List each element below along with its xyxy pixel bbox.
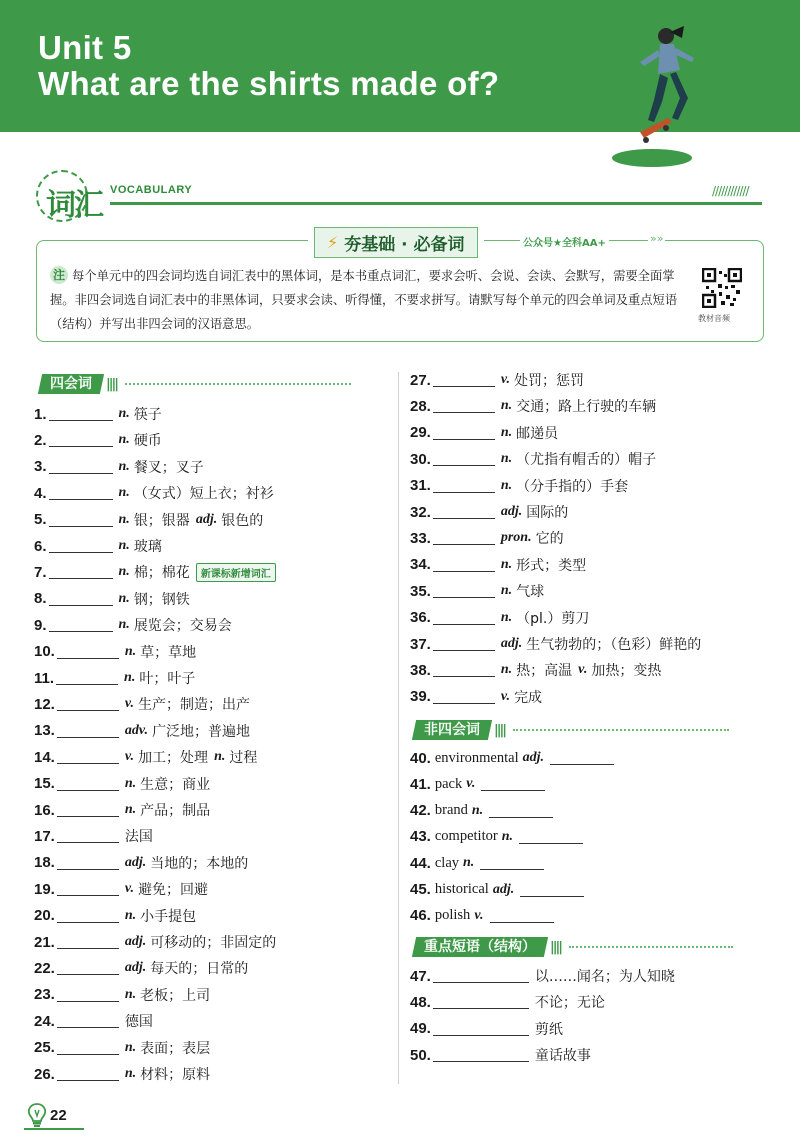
item-number: 49. [410,1020,431,1038]
vocabulary-banner [36,170,766,223]
answer-blank[interactable] [550,751,614,765]
part-of-speech: n. [118,511,130,527]
part-of-speech: n. [500,451,513,467]
stripes-decoration: |||| [106,376,117,392]
chinese-meaning: 完成 [514,689,543,706]
answer-blank[interactable] [433,690,495,704]
chinese-meaning: 交通；路上行驶的车辆 [516,399,657,416]
chinese-meaning: 银色的 [221,512,264,529]
word-row [410,580,544,602]
english-word: historical [434,881,489,897]
word-row [34,825,153,847]
word-row [410,852,550,874]
chinese-meaning: 形式；类型 [516,557,587,574]
word-row [34,535,162,557]
chinese-meaning: 棉；棉花 [133,565,190,582]
unit-number: Unit 5 [38,29,132,66]
english-word: polish [434,907,471,924]
item-number: 10. [34,643,55,661]
item-number: 38. [410,661,431,679]
item-number: 50. [410,1046,431,1064]
answer-blank[interactable] [57,882,119,896]
word-row [410,800,559,822]
part-of-speech: adj. [124,854,147,870]
answer-blank[interactable] [49,460,113,474]
watermark-text: 公众号★全科AA+ [520,234,609,249]
item-number: 25. [34,1039,55,1057]
item-number: 32. [410,503,431,521]
word-row [410,826,589,848]
answer-blank[interactable] [57,750,119,764]
chinese-meaning: 加热；变热 [591,663,662,680]
chinese-meaning: 生产；制造；出产 [138,697,251,714]
word-row [410,369,584,391]
word-row [34,1063,210,1085]
item-number: 27. [410,371,431,389]
word-row [34,1037,210,1059]
answer-blank[interactable] [433,969,529,983]
answer-blank[interactable] [57,961,119,975]
word-row [34,641,196,663]
item-number: 33. [410,529,431,547]
chinese-meaning: （女式）短上衣；衬衫 [133,486,274,503]
answer-blank[interactable] [56,671,118,685]
answer-blank[interactable] [49,539,113,553]
word-row [34,667,195,689]
part-of-speech: n. [118,432,130,448]
item-number: 26. [34,1065,55,1083]
answer-blank[interactable] [49,433,113,447]
part-of-speech: n. [500,424,513,440]
item-number: 48. [410,993,431,1011]
chinese-meaning: 避免；回避 [138,882,209,899]
item-number: 15. [34,775,55,793]
word-row [410,475,628,497]
part-of-speech: n. [118,485,130,501]
answer-blank[interactable] [57,645,119,659]
chinese-meaning: 餐叉；叉子 [133,459,204,476]
chinese-meaning: 它的 [535,531,564,548]
part-of-speech: n. [500,477,513,493]
item-number: 37. [410,635,431,653]
word-row [34,693,250,715]
answer-blank[interactable] [57,803,119,817]
chinese-meaning: 德国 [124,1014,153,1031]
answer-blank[interactable] [519,830,583,844]
part-of-speech: n. [118,458,130,474]
word-row [410,747,620,769]
section-non-four-skill-words [414,720,729,740]
word-row [410,773,551,795]
word-row [34,403,162,425]
english-word: environmental [434,749,519,766]
item-number: 42. [410,802,431,820]
answer-blank[interactable] [481,777,545,791]
chinese-meaning: 以……闻名；为人知晓 [534,969,675,985]
item-number: 23. [34,986,55,1004]
unit-heading: What are the shirts made of? [38,65,500,102]
part-of-speech: n. [118,538,130,553]
chinese-meaning: 处罚；惩罚 [514,373,585,389]
answer-blank[interactable] [433,452,495,466]
part-of-speech: adj. [500,636,523,651]
chinese-meaning: 童话故事 [534,1048,591,1065]
chinese-meaning: 热；高温 [516,663,573,680]
section-four-skill-words [40,374,351,394]
answer-blank[interactable] [433,531,495,545]
word-row [410,686,542,708]
word-row [34,1010,153,1032]
answer-blank[interactable] [49,407,113,421]
part-of-speech: adj. [124,934,147,949]
part-of-speech: n. [118,564,130,580]
chinese-meaning: 不论；无论 [534,995,605,1012]
instruction-text: 每个单元中的四会词均选自词汇表中的黑体词，是本书重点词汇，要求会听、会说、会读、会默写，需要全面掌握。非四会词选自词汇表中的非黑体词，只要求会读、听得懂，不要求拼写。请默写每个单元的四会单词及重点短语（结构）并写出非四会词的汉语意思。 [50,269,678,331]
item-number: 18. [34,854,55,872]
part-of-speech: n. [118,406,130,421]
stripes-decoration: |||| [494,722,505,738]
answer-blank[interactable] [57,1041,119,1055]
item-number: 47. [410,967,431,985]
answer-blank[interactable] [57,856,119,870]
chinese-meaning: 剪纸 [534,1021,563,1038]
section-tab: 重点短语（结构） [412,937,548,957]
chinese-meaning: 生气勃勃的；（色彩）鲜艳的 [526,637,702,653]
part-of-speech: n. [500,609,513,625]
chinese-meaning: 表面；表层 [140,1040,211,1057]
item-number: 12. [34,695,55,713]
answer-blank[interactable] [433,637,495,651]
phrase-row [410,965,675,987]
note-badge: 注 [50,266,68,284]
word-row [34,509,263,531]
part-of-speech: n. [124,986,137,1002]
new-curriculum-tag: 新课标新增词汇 [196,563,276,582]
item-number: 39. [410,688,431,706]
word-row [410,554,586,576]
answer-blank[interactable] [433,479,495,493]
item-number: 43. [410,828,431,846]
word-row [34,746,257,768]
part-of-speech: adj. [195,511,218,527]
word-row [34,561,276,583]
item-number: 11. [34,669,55,687]
chinese-meaning: 玻璃 [133,539,162,555]
word-row [34,588,190,610]
item-number: 28. [410,397,431,415]
chinese-meaning: （pl.）剪刀 [516,610,590,627]
part-of-speech: v. [474,907,484,923]
chinese-meaning: 银；银器 [133,512,190,529]
vocabulary-title-en: VOCABULARY [110,184,193,196]
phrase-row [410,1018,563,1040]
part-of-speech: n. [124,1039,137,1055]
arrows-decoration: »» [650,232,664,245]
word-row [34,878,208,900]
part-of-speech: n. [214,749,226,765]
phrase-row [410,991,605,1013]
part-of-speech: n. [124,907,137,923]
item-number: 7. [34,563,47,581]
answer-blank[interactable] [57,724,119,738]
answer-blank[interactable] [49,513,113,527]
chinese-meaning: 可移动的；非固定的 [150,935,277,951]
part-of-speech: n. [471,802,484,818]
phrase-row [410,1044,591,1066]
part-of-speech: v. [124,881,135,897]
item-number: 4. [34,484,47,502]
english-word: pack [434,775,463,792]
answer-blank[interactable] [433,611,495,625]
item-number: 29. [410,424,431,442]
word-row [410,607,589,629]
chinese-meaning: 老板；上司 [140,987,211,1004]
part-of-speech: n. [124,1066,137,1081]
answer-blank[interactable] [49,565,113,579]
answer-blank[interactable] [57,777,119,791]
part-of-speech: n. [463,855,475,871]
answer-blank[interactable] [49,592,113,606]
word-row [34,773,210,795]
word-row [410,879,590,901]
chinese-meaning: 当地的；本地的 [150,855,249,872]
word-row [34,905,196,927]
item-number: 40. [410,749,431,767]
word-row [34,957,248,979]
chinese-meaning: 每天的；日常的 [150,961,249,978]
part-of-speech: n. [500,662,513,678]
word-row [34,984,210,1006]
unit-title [38,30,499,102]
chinese-meaning: 广泛地；普遍地 [152,723,251,740]
dotted-rule [513,729,729,731]
answer-blank[interactable] [490,909,554,923]
word-row [34,720,250,742]
item-number: 19. [34,880,55,898]
chinese-meaning: 生意；商业 [140,776,211,793]
chinese-meaning: （分手指的）手套 [516,478,629,495]
word-row [410,395,656,417]
section-tab: 四会词 [38,374,104,394]
answer-blank[interactable] [49,618,113,632]
part-of-speech: n. [124,775,137,791]
item-number: 17. [34,827,55,845]
part-of-speech: adj. [522,750,545,765]
skateboarder-illustration [610,22,720,170]
item-number: 30. [410,450,431,468]
chinese-meaning: 钢；钢铁 [133,591,190,608]
word-row [410,448,656,470]
item-number: 45. [410,881,431,898]
word-row [410,501,568,523]
item-number: 34. [410,556,431,574]
answer-blank[interactable] [520,883,584,897]
item-number: 35. [410,582,431,600]
lightbulb-icon [26,1102,48,1128]
item-number: 14. [34,748,55,766]
instruction-tab-label: 夯基础 · 必备词 [344,234,465,255]
item-number: 21. [34,933,55,951]
part-of-speech: v. [500,372,511,387]
answer-blank[interactable] [57,1067,119,1081]
word-row [34,482,274,504]
item-number: 46. [410,907,431,925]
page-number: 22 [50,1106,67,1124]
item-number: 16. [34,801,55,819]
stripes-decoration: |||| [550,939,561,955]
part-of-speech: adj. [124,960,147,976]
chinese-meaning: 筷子 [133,407,162,423]
word-row [34,799,210,821]
qr-code-label: 教材音频 [698,314,730,323]
part-of-speech: n. [118,617,130,633]
answer-blank[interactable] [57,1014,119,1028]
part-of-speech: adj. [492,881,515,897]
word-row [410,905,560,927]
chinese-meaning: 法国 [124,829,153,846]
part-of-speech: adj. [500,504,523,519]
answer-blank[interactable] [433,1048,529,1062]
item-number: 13. [34,722,55,740]
hatch-decoration: //////////// [712,184,749,198]
dotted-rule [125,383,351,385]
english-word: brand [434,802,468,819]
answer-blank[interactable] [433,1022,529,1036]
part-of-speech: v. [466,776,476,792]
chinese-meaning: 气球 [516,584,545,601]
english-word: competitor [434,828,498,845]
answer-blank[interactable] [57,697,119,711]
english-word: clay [434,854,460,871]
dotted-rule [569,946,733,948]
word-row [410,422,558,444]
word-row [410,527,564,549]
chinese-meaning: 邮递员 [516,425,559,442]
part-of-speech: v. [578,662,588,678]
answer-blank[interactable] [57,988,119,1002]
chinese-meaning: 小手提包 [140,908,197,925]
part-of-speech: adv. [124,722,149,738]
answer-blank[interactable] [480,856,544,870]
answer-blank[interactable] [433,995,529,1009]
runner-icon: ⚡ [327,232,339,252]
item-number: 1. [34,405,47,423]
answer-blank[interactable] [433,558,495,572]
item-number: 22. [34,959,55,977]
answer-blank[interactable] [433,505,495,519]
word-row [34,614,232,636]
chinese-meaning: 国际的 [526,505,569,521]
item-number: 24. [34,1012,55,1030]
item-number: 2. [34,431,47,449]
answer-blank[interactable] [433,373,495,387]
item-number: 44. [410,854,431,872]
item-number: 5. [34,511,47,529]
item-number: 31. [410,477,431,495]
part-of-speech: n. [500,583,513,599]
chinese-meaning: 加工；处理 [138,750,209,767]
word-row [410,633,701,655]
answer-blank[interactable] [57,935,119,949]
answer-blank[interactable] [489,804,553,818]
part-of-speech: n. [124,802,137,817]
part-of-speech: n. [501,828,513,844]
answer-blank[interactable] [433,663,495,677]
item-number: 41. [410,775,431,793]
part-of-speech: v. [500,688,511,704]
item-number: 20. [34,907,55,925]
item-number: 9. [34,616,47,634]
page-number-underline [24,1128,84,1130]
section-key-phrases [414,937,733,957]
chinese-meaning: 叶；叶子 [139,671,196,687]
item-number: 8. [34,590,47,608]
page-number-area [26,1100,67,1130]
word-row [34,456,204,478]
part-of-speech: n. [124,643,137,659]
chinese-meaning: 材料；原料 [140,1067,211,1083]
word-row [34,931,276,953]
qr-code-icon[interactable] [702,268,742,308]
answer-blank[interactable] [433,399,495,413]
chinese-meaning: （尤指有帽舌的）帽子 [516,452,657,469]
chinese-meaning: 产品；制品 [140,803,211,819]
item-number: 36. [410,609,431,627]
answer-blank[interactable] [49,486,113,500]
column-divider [398,372,399,1084]
banner-underline [110,202,762,205]
answer-blank[interactable] [433,426,495,440]
vocabulary-title-cn: 词汇 [46,188,102,223]
part-of-speech: v. [124,749,135,765]
chinese-meaning: 展览会；交易会 [133,618,232,635]
part-of-speech: n. [500,398,513,414]
answer-blank[interactable] [57,909,119,923]
part-of-speech: n. [118,590,130,606]
item-number: 3. [34,458,47,476]
section-tab: 非四会词 [412,720,492,740]
instruction-header [308,229,484,255]
part-of-speech: n. [500,556,513,572]
answer-blank[interactable] [433,584,495,598]
chinese-meaning: 草；草地 [140,644,197,661]
answer-blank[interactable] [57,829,119,843]
part-of-speech: v. [124,696,135,712]
word-row [34,429,162,451]
word-row [34,852,248,874]
chinese-meaning: 硬币 [133,433,162,450]
instruction-tab [314,227,478,258]
part-of-speech: n. [124,670,136,685]
item-number: 6. [34,537,47,555]
chinese-meaning: 过程 [229,750,258,767]
word-row [410,659,661,681]
part-of-speech: pron. [500,530,532,546]
